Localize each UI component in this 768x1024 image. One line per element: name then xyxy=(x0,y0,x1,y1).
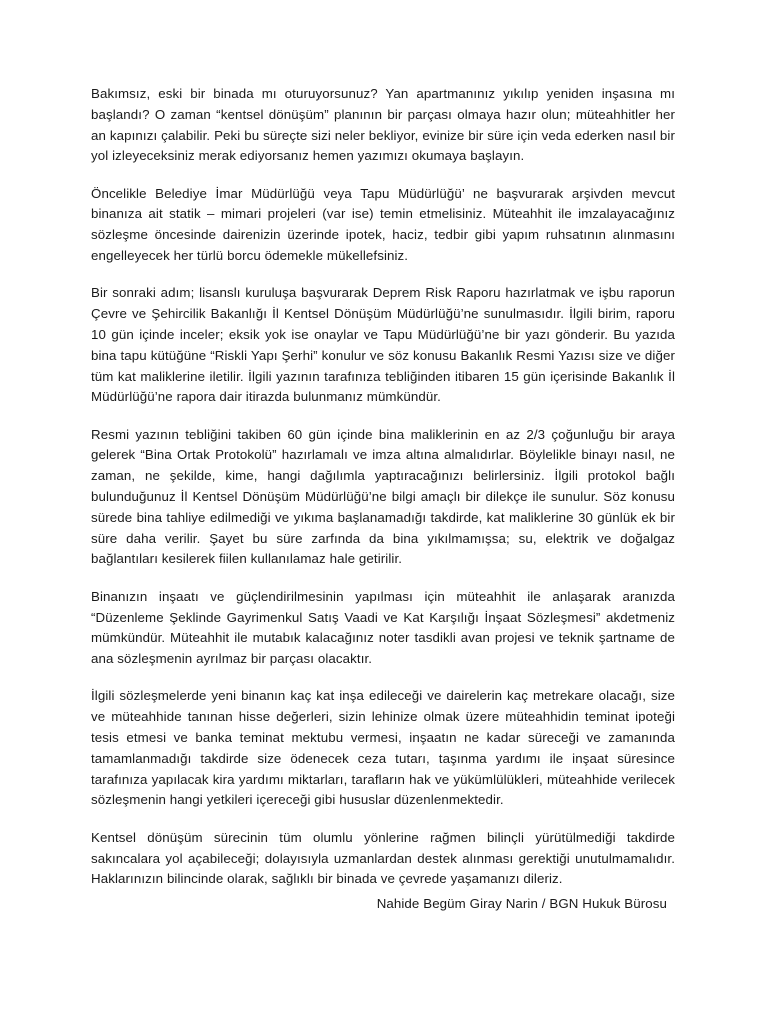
paragraph-risk-report: Bir sonraki adım; lisanslı kuruluşa başvurarak Deprem Risk Raporu hazırlatmak ve işbu raporun Çevre ve Şehircilik Bakanlığı İl Kentsel Dönüşüm Müdürlüğü’ne sunulmasıdır. İlgili birim, raporu 10 gün içinde inceler; eksik yok ise onaylar ve Tapu Müdürlüğü’ne bir yazı gönderir. Bu yazıda bina tapu kütüğüne “Riskli Yapı Şerhi” konulur ve söz konusu Bakanlık Resmi Yazısı size ve diğer tüm kat maliklerine iletilir. İlgili yazının tarafınıza tebliğinden itibaren 15 gün içerisinde Bakanlık İl Müdürlüğü’ne rapora dair itirazda bulunmanız mümkündür. xyxy=(91,285,675,405)
paragraph-construction-contract: Binanızın inşaatı ve güçlendirilmesinin yapılması için müteahhit ile anlaşarak aranızda “Düzenleme Şeklinde Gayrimenkul Satış Vaadi ve Kat Karşılığı İnşaat Sözleşmesi” akdetmeniz mümkündür. Müteahhit ile mutabık kalacağınız noter tasdikli avan projesi ve teknik şartname de ana sözleşmenin ayrılmaz bir parçası olacaktır. xyxy=(91,588,675,667)
paragraph-intro: Bakımsız, eski bir binada mı oturuyorsunuz? Yan apartmanınız yıkılıp yeniden inşasına mı başlandı? O zaman “kentsel dönüşüm” planının bir parçası olmaya hazır olun; müteahhitler her an kapınızı çalabilir. Peki bu süreçte sizi neler bekliyor, evinize bir süre için veda ederken nasıl bir yol izleyeceksiniz merak ediyorsanız hemen yazımızı okumaya başlayın. xyxy=(91,86,675,164)
paragraph-contract-terms: İlgili sözleşmelerde yeni binanın kaç kat inşa edileceği ve dairelerin kaç metrekare olacağı, size ve müteahhide tanınan hisse değerleri, sizin lehinize olmak üzere müteahhidin teminat ipoteği tesis etmesi ve banka teminat mektubu vermesi, inşaatın ne kadar süreceği ve zamanında tamamlanmadığı takdirde size ödenecek ceza tutarı, taşınma yardımı ile inşaat süresince tarafınıza yapılacak kira yardımı miktarları, tarafların hak ve yükümlülükleri, müteahhide verilecek sözleşmenin hangi yetkileri içereceği gibi hususlar düzenlenmektedir. xyxy=(91,688,675,808)
document-page xyxy=(91,84,675,914)
paragraph-archive-projects: Öncelikle Belediye İmar Müdürlüğü veya Tapu Müdürlüğü’ ne başvurarak arşivden mevcut binanıza ait statik – mimari projeleri (var ise) temin etmelisiniz. Müteahhit ile imzalayacağınız sözleşme öncesinde dairenizin üzerinde ipotek, haciz, tedbir gibi yapım ruhsatının alınmasını engelleyecek her türlü borcu ödemekle mükellefsiniz. xyxy=(91,185,675,264)
paragraph-conclusion: Kentsel dönüşüm sürecinin tüm olumlu yönlerine rağmen bilinçli yürütülmediği takdirde sakıncalara yol açabileceği; dolayısıyla uzmanlardan destek alınması gerektiği unutulmamalıdır. Haklarınızın bilincinde olarak, sağlıklı bir binada ve çevrede yaşamanızı dileriz. xyxy=(91,829,675,887)
author-signature: Nahide Begüm Giray Narin / BGN Hukuk Bürosu xyxy=(376,895,667,911)
paragraph-common-protocol: Resmi yazının tebliğini takiben 60 gün içinde bina maliklerinin en az 2/3 çoğunluğu bir araya gelerek “Bina Ortak Protokolü” hazırlamalı ve imza altına almalıdırlar. Böylelikle binayı nasıl, ne zaman, ne şekilde, kime, hangi dağılımla yaptıracağınızı belirlersiniz. İlgili protokol bağlı bulunduğunuz İl Kentsel Dönüşüm Müdürlüğü’ne bilgi amaçlı bir dilekçe ile sunulur. Söz konusu sürede bina tahliye edilmediği ve yıkıma başlanamadığı takdirde, kat maliklerine 30 günlük ek bir süre daha verilir. Şayet bu süre zarfında da bina yıkılmamışsa; su, elektrik ve doğalgaz bağlantıları kesilerek fiilen kullanılamaz hale getirilir. xyxy=(91,426,675,567)
